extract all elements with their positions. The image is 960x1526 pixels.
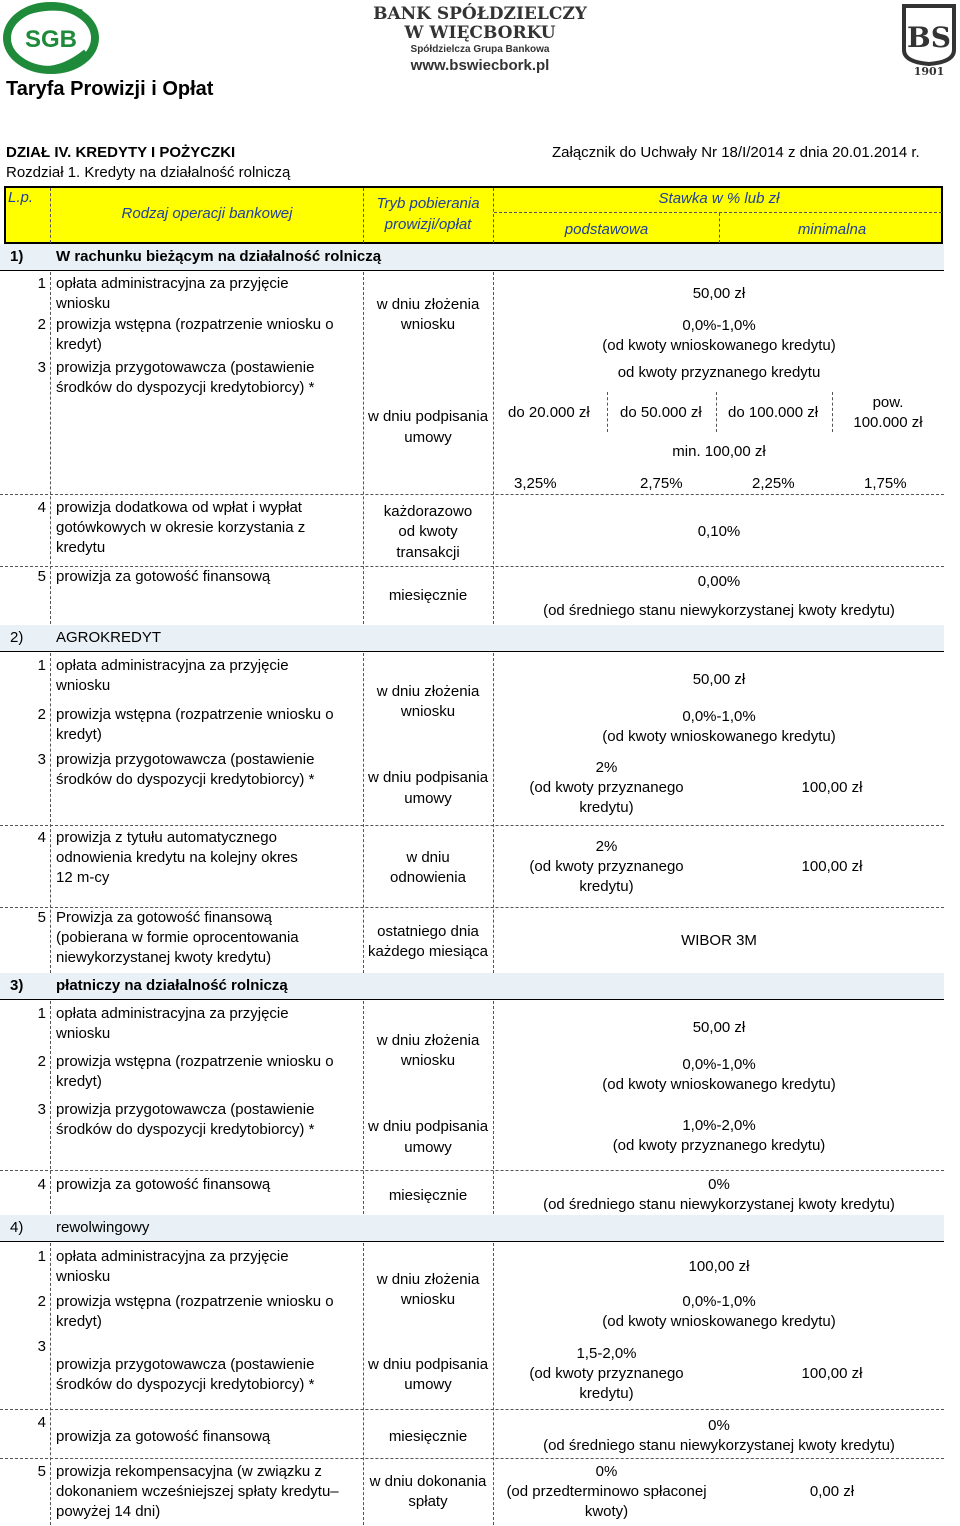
g2-row1-text1: opłata administracyjna za przyjęcie xyxy=(56,657,289,674)
g1-row1-text2: wniosku xyxy=(56,295,111,312)
g2-row5-num: 5 xyxy=(37,909,46,926)
g1-mode3-line2: od kwoty xyxy=(398,523,458,540)
g2-rate4-min: 100,00 zł xyxy=(801,858,863,875)
g1-row5-num: 5 xyxy=(37,568,46,585)
g4-row4-num: 4 xyxy=(37,1414,46,1431)
g1-rate5a: 0,00% xyxy=(697,573,741,590)
g2-mode1-line2: wniosku xyxy=(400,703,456,720)
g1-tier-rate3: 2,25% xyxy=(752,475,795,492)
g1-row5-text1: prowizja za gotowość finansową xyxy=(56,568,271,585)
bs-logo-text: BS xyxy=(907,21,951,54)
g2-mode4-line1: ostatniego dnia xyxy=(377,923,479,940)
g3-mode2-line1: w dniu podpisania xyxy=(367,1118,489,1135)
g4-rate5-line1: 0% xyxy=(595,1463,618,1480)
g4-rate3-min: 100,00 zł xyxy=(801,1365,863,1382)
header-minimal: minimalna xyxy=(797,221,867,238)
group2-title: AGROKREDYT xyxy=(56,629,162,646)
g4-rate2b: (od kwoty wnioskowanego kredytu) xyxy=(602,1313,836,1330)
g2-row1-text2: wniosku xyxy=(56,677,111,694)
g3-row1-num: 1 xyxy=(37,1005,46,1022)
g1-tier2: do 50.000 zł xyxy=(620,404,702,421)
g2-rate2a: 0,0%-1,0% xyxy=(682,708,756,725)
attachment-note: Załącznik do Uchwały Nr 18/I/2014 z dnia 20.01.2014 r. xyxy=(552,144,920,161)
g3-row3-num: 3 xyxy=(37,1101,46,1118)
g1-mode4-line1: miesięcznie xyxy=(388,587,468,604)
group3-num: 3) xyxy=(10,977,24,994)
g2-row3-num: 3 xyxy=(37,751,46,768)
g1-row3-num: 3 xyxy=(37,359,46,376)
g3-rate2a: 0,0%-1,0% xyxy=(682,1056,756,1073)
g3-row1-text2: wniosku xyxy=(56,1025,111,1042)
g3-row2-text1: prowizja wstępna (rozpatrzenie wniosku o xyxy=(56,1053,334,1070)
g4-row1-text2: wniosku xyxy=(56,1268,111,1285)
g3-row4-text1: prowizja za gotowość finansową xyxy=(56,1176,271,1193)
g2-mode2-line2: umowy xyxy=(404,790,452,807)
g4-rate5-line2: (od przedterminowo spłaconej xyxy=(506,1483,707,1500)
g1-row4-text2: gotówkowych w okresie korzystania z xyxy=(56,519,306,536)
g2-mode4-line2: każdego miesiąca xyxy=(367,943,489,960)
g1-mode1-line2: wniosku xyxy=(400,316,456,333)
group4-title: rewolwingowy xyxy=(56,1219,150,1236)
g1-row2-text1: prowizja wstępna (rozpatrzenie wniosku o xyxy=(56,316,334,333)
g3-row1-text1: opłata administracyjna za przyjęcie xyxy=(56,1005,289,1022)
g2-row4-text2: odnowienia kredytu na kolejny okres xyxy=(56,849,298,866)
g2-row5-text2: (pobierana w formie oprocentowania xyxy=(56,929,299,946)
g4-mode4-line2: spłaty xyxy=(408,1493,448,1510)
g1-row1-text1: opłata administracyjna za przyjęcie xyxy=(56,275,289,292)
g1-row3-text2: środków do dyspozycji kredytobiorcy) * xyxy=(56,379,315,396)
g2-row3-text2: środków do dyspozycji kredytobiorcy) * xyxy=(56,771,315,788)
g4-rate4b: (od średniego stanu niewykorzystanej kwoty kredytu) xyxy=(543,1437,895,1454)
g4-rate5-line3: kwoty) xyxy=(584,1503,629,1520)
g1-tier3: do 100.000 zł xyxy=(728,404,819,421)
g2-row4-num: 4 xyxy=(37,829,46,846)
g4-row1-text1: opłata administracyjna za przyjęcie xyxy=(56,1248,289,1265)
dzial-title: DZIAŁ IV. KREDYTY I POŻYCZKI xyxy=(6,144,236,161)
g3-mode1-line2: wniosku xyxy=(400,1052,456,1069)
g2-row5-text3: niewykorzystanej kwoty kredytu) xyxy=(56,949,272,966)
rozdzial-title: Rozdział 1. Kredyty na działalność rolniczą xyxy=(6,164,291,181)
g1-tier4-line1: pow. xyxy=(872,394,904,411)
g1-rate4: 0,10% xyxy=(697,523,741,540)
g1-tier-rate1: 3,25% xyxy=(514,475,557,492)
g4-mode1-line1: w dniu złożenia xyxy=(376,1271,480,1288)
g3-rate4b: (od średniego stanu niewykorzystanej kwoty kredytu) xyxy=(543,1196,895,1213)
group3-title: płatniczy na działalność rolniczą xyxy=(56,977,288,994)
g1-row2-num: 2 xyxy=(37,316,46,333)
group1-num: 1) xyxy=(10,248,24,265)
g4-row5-num: 5 xyxy=(37,1463,46,1480)
group4-num: 4) xyxy=(10,1219,24,1236)
g2-row4-text1: prowizja z tytułu automatycznego xyxy=(56,829,277,846)
bank-logo xyxy=(360,2,600,74)
g2-row3-text1: prowizja przygotowawcza (postawienie xyxy=(56,751,315,768)
g3-rate3b: (od kwoty przyznanego kredytu) xyxy=(612,1137,826,1154)
g2-rate1: 50,00 zł xyxy=(692,671,746,688)
g2-row2-text1: prowizja wstępna (rozpatrzenie wniosku o xyxy=(56,706,334,723)
g4-row5-text1: prowizja rekompensacyjna (w związku z xyxy=(56,1463,322,1480)
g1-tier-rate4: 1,75% xyxy=(864,475,907,492)
g1-row4-text1: prowizja dodatkowa od wpłat i wypłat xyxy=(56,499,302,516)
g4-row5-text2: dokonaniem wcześniejszej spłaty kredytu– xyxy=(56,1483,339,1500)
bank-name-line1: BANK SPÓŁDZIELCZY xyxy=(373,4,587,24)
g2-rate5: WIBOR 3M xyxy=(681,932,757,949)
bank-url: www.bswiecbork.pl xyxy=(410,57,550,74)
g4-row4-text1: prowizja za gotowość finansową xyxy=(56,1428,271,1445)
g2-row4-text3: 12 m-cy xyxy=(56,869,110,886)
g4-mode1-line2: wniosku xyxy=(400,1291,456,1308)
g3-row2-text2: kredyt) xyxy=(56,1073,102,1090)
g3-rate3a: 1,0%-2,0% xyxy=(682,1117,756,1134)
g4-mode4-line1: w dniu dokonania xyxy=(369,1473,487,1490)
g2-row2-num: 2 xyxy=(37,706,46,723)
g2-rate4-line1: 2% xyxy=(595,838,618,855)
g2-rate3-line3: kredytu) xyxy=(579,799,634,816)
g2-mode2-line1: w dniu podpisania xyxy=(367,769,489,786)
g2-rate4-line2: (od kwoty przyznanego xyxy=(529,858,684,875)
g4-row3-num: 3 xyxy=(37,1338,46,1355)
g1-rate1: 50,00 zł xyxy=(692,285,746,302)
g4-rate4a: 0% xyxy=(708,1417,730,1434)
g2-row2-text2: kredyt) xyxy=(56,726,102,743)
g1-row2-text2: kredyt) xyxy=(56,336,102,353)
g4-rate1: 100,00 zł xyxy=(688,1258,750,1275)
g1-mode1-line1: w dniu złożenia xyxy=(376,296,480,313)
g1-tier-min: min. 100,00 zł xyxy=(672,443,766,460)
g1-tier-rate2: 2,75% xyxy=(640,475,683,492)
g1-rate2a: 0,0%-1,0% xyxy=(682,317,756,334)
g4-mode3-line1: miesięcznie xyxy=(388,1428,468,1445)
group2-num: 2) xyxy=(10,629,24,646)
g1-row3-text1: prowizja przygotowawcza (postawienie xyxy=(56,359,315,376)
g4-mode2-line1: w dniu podpisania xyxy=(367,1356,489,1373)
g1-mode3-line3: transakcji xyxy=(396,544,460,561)
g1-mode2-line2: umowy xyxy=(404,429,452,446)
g3-mode1-line1: w dniu złożenia xyxy=(376,1032,480,1049)
g4-row5-text3: powyżej 14 dni) xyxy=(56,1503,161,1520)
g1-tier1: do 20.000 zł xyxy=(508,404,590,421)
g1-rate5b: (od średniego stanu niewykorzystanej kwoty kredytu) xyxy=(543,602,895,619)
header-rate: Stawka w % lub zł xyxy=(658,190,780,207)
g4-row2-text2: kredyt) xyxy=(56,1313,102,1330)
g1-mode3-line1: każdorazowo xyxy=(383,503,473,520)
g2-row1-num: 1 xyxy=(37,657,46,674)
sgb-logo xyxy=(2,2,100,74)
g2-row5-text1: Prowizja za gotowość finansową xyxy=(56,909,272,926)
g4-rate5-min: 0,00 zł xyxy=(809,1483,855,1500)
header-mode-line1: Tryb pobierania xyxy=(376,195,480,212)
header-lp: L.p. xyxy=(8,189,34,206)
g4-row3-text1: prowizja przygotowawcza (postawienie xyxy=(56,1356,315,1373)
g2-rate4-line3: kredytu) xyxy=(579,878,634,895)
g4-row3-text2: środków do dyspozycji kredytobiorcy) * xyxy=(56,1376,315,1393)
g4-rate3-line2: (od kwoty przyznanego xyxy=(529,1365,684,1382)
g3-row3-text1: prowizja przygotowawcza (postawienie xyxy=(56,1101,315,1118)
g2-mode3-line2: odnowienia xyxy=(390,869,466,886)
g2-mode1-line1: w dniu złożenia xyxy=(376,683,480,700)
bank-name-line2: W WIĘCBORKU xyxy=(404,23,556,43)
g2-rate2b: (od kwoty wnioskowanego kredytu) xyxy=(602,728,836,745)
g1-rate3-head: od kwoty przyznanego kredytu xyxy=(617,364,821,381)
g4-rate2a: 0,0%-1,0% xyxy=(682,1293,756,1310)
g4-mode2-line2: umowy xyxy=(404,1376,452,1393)
g3-mode2-line2: umowy xyxy=(404,1139,452,1156)
header-operation: Rodzaj operacji bankowej xyxy=(121,205,293,222)
sgb-logo-text: SGB xyxy=(24,26,78,53)
g3-row4-num: 4 xyxy=(37,1176,46,1193)
g3-row3-text2: środków do dyspozycji kredytobiorcy) * xyxy=(56,1121,315,1138)
g4-rate3-line3: kredytu) xyxy=(579,1385,634,1402)
g1-row1-num: 1 xyxy=(37,275,46,292)
g3-rate1: 50,00 zł xyxy=(692,1019,746,1036)
g1-mode2-line1: w dniu podpisania xyxy=(367,408,489,425)
group1-title: W rachunku bieżącym na działalność rolniczą xyxy=(56,248,382,265)
g1-tier4-line2: 100.000 zł xyxy=(853,414,923,431)
g2-rate3-line1: 2% xyxy=(595,759,618,776)
bs-logo xyxy=(900,2,958,76)
g1-row4-text3: kredytu xyxy=(56,539,106,556)
bank-group: Spółdzielcza Grupa Bankowa xyxy=(410,44,550,55)
g3-rate4a: 0% xyxy=(708,1176,730,1193)
header-basic: podstawowa xyxy=(564,221,649,238)
g1-row4-num: 4 xyxy=(37,499,46,516)
g1-rate2b: (od kwoty wnioskowanego kredytu) xyxy=(602,337,836,354)
g3-rate2b: (od kwoty wnioskowanego kredytu) xyxy=(602,1076,836,1093)
bs-logo-year: 1901 xyxy=(913,65,945,76)
g2-rate3-min: 100,00 zł xyxy=(801,779,863,796)
g3-mode3-line1: miesięcznie xyxy=(388,1187,468,1204)
g4-row2-text1: prowizja wstępna (rozpatrzenie wniosku o xyxy=(56,1293,334,1310)
g2-mode3-line1: w dniu xyxy=(406,849,450,866)
g4-row2-num: 2 xyxy=(37,1293,46,1310)
g4-rate3-line1: 1,5-2,0% xyxy=(576,1345,637,1362)
header-mode-line2: prowizji/opłat xyxy=(384,216,472,233)
page-title: Taryfa Prowizji i Opłat xyxy=(6,78,214,100)
g3-row2-num: 2 xyxy=(37,1053,46,1070)
g4-row1-num: 1 xyxy=(37,1248,46,1265)
g2-rate3-line2: (od kwoty przyznanego xyxy=(529,779,684,796)
